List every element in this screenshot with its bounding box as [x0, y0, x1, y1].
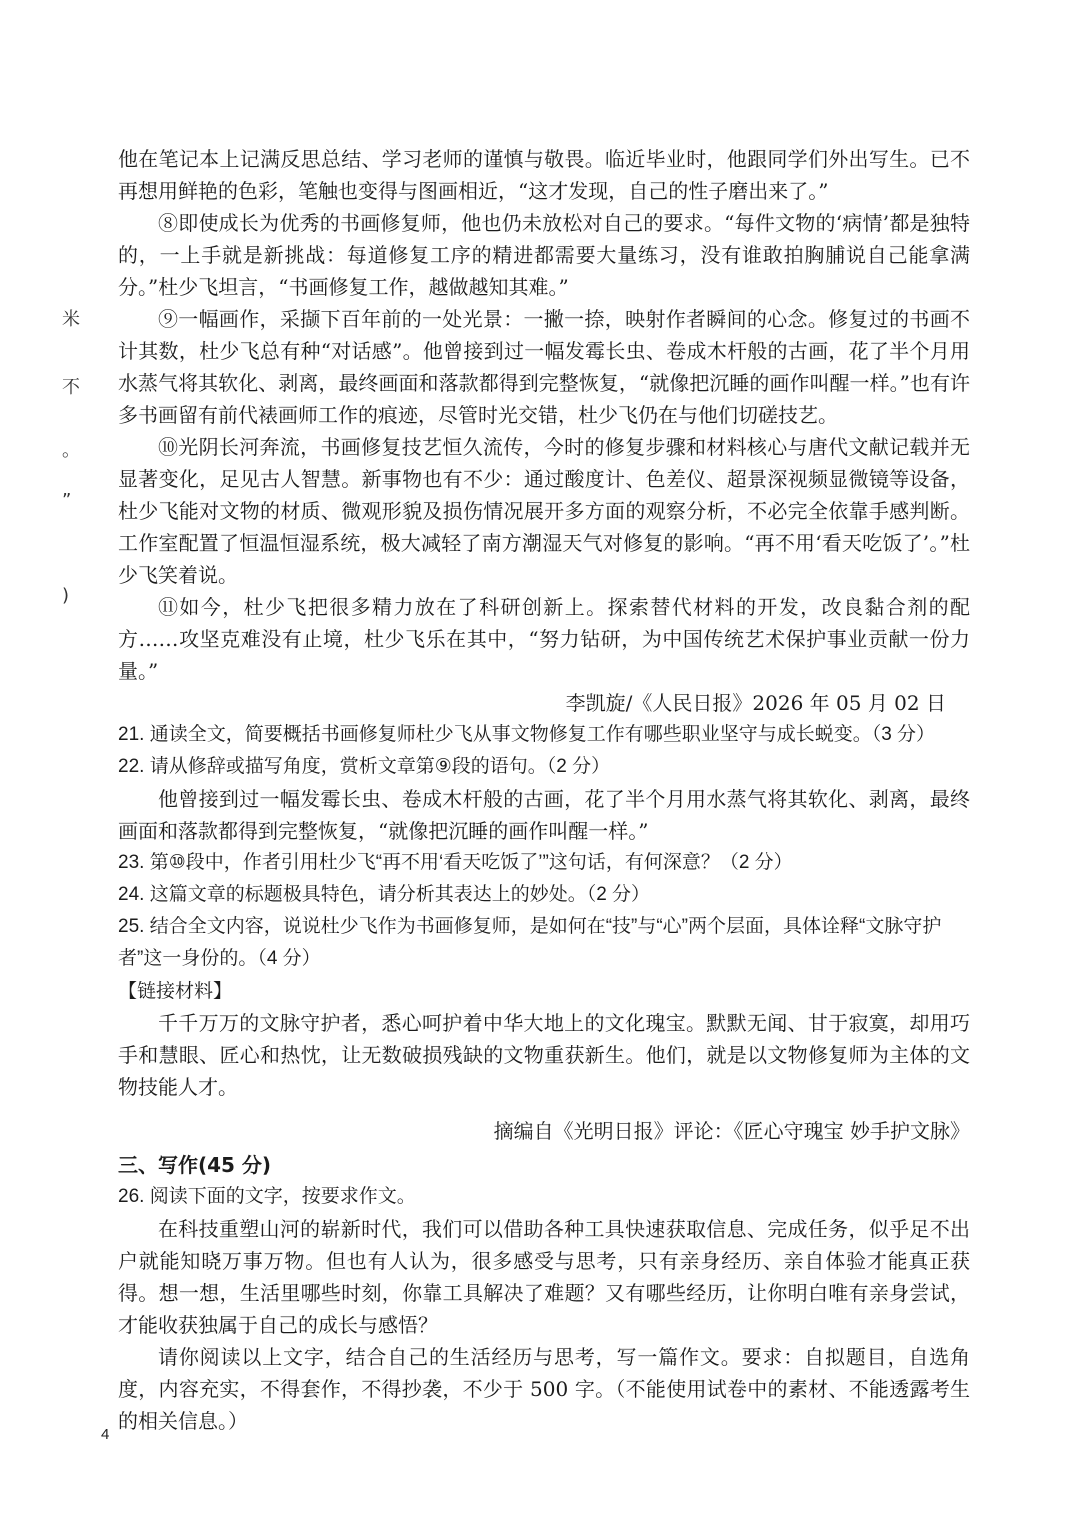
question-list — [118, 719, 970, 975]
margin-mark-2: 不 — [62, 377, 80, 398]
passage-paragraph-10: ⑩光阴长河奔流，书画修复技艺恒久流传，今时的修复步骤和材料核心与唐代文献记载并无显著变化，足见古人智慧。新事物也有不少：通过酸度计、色差仪、超景深视频显微镜等设备，杜少飞能对文物的材质、微观形貌及损伤情况展开多方面的观察分析，不必完全依靠手感判断。工作室配置了恒温恒湿系统，极大减轻了南方潮湿天气对修复的影响。“再不用‘看天吃饭了’。”杜少飞笑着说。 — [118, 435, 970, 587]
margin-mark-3: 。 — [62, 440, 80, 461]
question-22-quote: 他曾接到过一幅发霉长虫、卷成木杆般的古画，花了半个月用水蒸气将其软化、剥离，最终画面和落款都得到完整恢复，“就像把沉睡的画作叫醒一样。” — [118, 787, 970, 843]
passage-paragraph-7-continued: 他在笔记本上记满反思总结、学习老师的谨慎与敬畏。临近毕业时，他跟同学们外出写生。已不再想用鲜艳的色彩，笔触也变得与图画相近，“这才发现，自己的性子磨出来了。” — [118, 147, 970, 203]
passage-byline: 李凯旋/《人民日报》2026 年 05 月 02 日 — [565, 691, 946, 715]
question-23: 23. 第⑩段中，作者引用杜少飞“再不用‘看天吃饭了’”这句话，有何深意？（2 分） — [118, 852, 793, 873]
writing-section — [118, 1149, 970, 1437]
question-22: 22. 请从修辞或描写角度，赏析文章第⑨段的语句。（2 分） — [118, 756, 611, 777]
link-material — [118, 975, 970, 1147]
link-material-text: 千千万万的文脉守护者，悉心呵护着中华大地上的文化瑰宝。默默无闻、甘于寂寞，却用巧手和慧眼、匠心和热忱，让无数破损残缺的文物重获新生。他们，就是以文物修复师为主体的文物技能人才。 — [118, 1011, 970, 1099]
reading-passage — [118, 143, 970, 719]
question-26: 26. 阅读下面的文字，按要求作文。 — [118, 1186, 416, 1207]
link-material-heading: 【链接材料】 — [118, 980, 233, 1002]
writing-section-heading: 三、写作(45 分) — [118, 1153, 272, 1177]
writing-requirements: 请你阅读以上文字，结合自己的生活经历与思考，写一篇作文。要求：自拟题目，自选角度，内容充实，不得套作，不得抄袭，不少于 500 字。（不能使用试卷中的素材、不能透露考生的相关信息。） — [118, 1345, 970, 1433]
page-number: 4 — [101, 1426, 110, 1443]
question-21: 21. 通读全文，简要概括书画修复师杜少飞从事文物修复工作有哪些职业坚守与成长蜕变。（3 分） — [118, 724, 936, 745]
link-material-source: 摘编自《光明日报》评论：《匠心守瑰宝 妙手护文脉》 — [493, 1119, 970, 1143]
passage-paragraph-11: ⑪如今，杜少飞把很多精力放在了科研创新上。探索替代材料的开发，改良黏合剂的配方……攻坚克难没有止境，杜少飞乐在其中，“努力钻研，为中国传统艺术保护事业贡献一份力量。” — [118, 595, 970, 683]
margin-mark-1: 米 — [62, 309, 80, 330]
writing-prompt: 在科技重塑山河的崭新时代，我们可以借助各种工具快速获取信息、完成任务，似乎足不出户就能知晓万事万物。但也有人认为，很多感受与思考，只有亲身经历、亲自体验才能真正获得。想一想，生活里哪些时刻，你靠工具解决了难题？又有哪些经历，让你明白唯有亲身尝试，才能收获独属于自己的成长与感悟？ — [118, 1217, 970, 1337]
passage-paragraph-8: ⑧即使成长为优秀的书画修复师，他也仍未放松对自己的要求。“每件文物的‘病情’都是独特的，一上手就是新挑战：每道修复工序的精进都需要大量练习，没有谁敢拍胸脯说自己能拿满分。”杜少飞坦言，“书画修复工作，越做越知其难。” — [118, 211, 970, 299]
question-24: 24. 这篇文章的标题极具特色，请分析其表达上的妙处。（2 分） — [118, 884, 651, 905]
question-25: 25. 结合全文内容，说说杜少飞作为书画修复师，是如何在“技”与“心”两个层面，具体诠释“文脉守护者”这一身份的。（4 分） — [118, 916, 942, 969]
margin-mark-4: ” — [62, 490, 72, 511]
margin-mark-5: ) — [62, 585, 70, 606]
passage-paragraph-9: ⑨一幅画作，采撷下百年前的一处光景：一撇一捺，映射作者瞬间的心念。修复过的书画不计其数，杜少飞总有种“对话感”。他曾接到过一幅发霉长虫、卷成木杆般的古画，花了半个月用水蒸气将其软化、剥离，最终画面和落款都得到完整恢复，“就像把沉睡的画作叫醒一样。”也有许多书画留有前代裱画师工作的痕迹，尽管时光交错，杜少飞仍在与他们切磋技艺。 — [118, 307, 970, 427]
exam-page-content — [118, 143, 970, 1437]
